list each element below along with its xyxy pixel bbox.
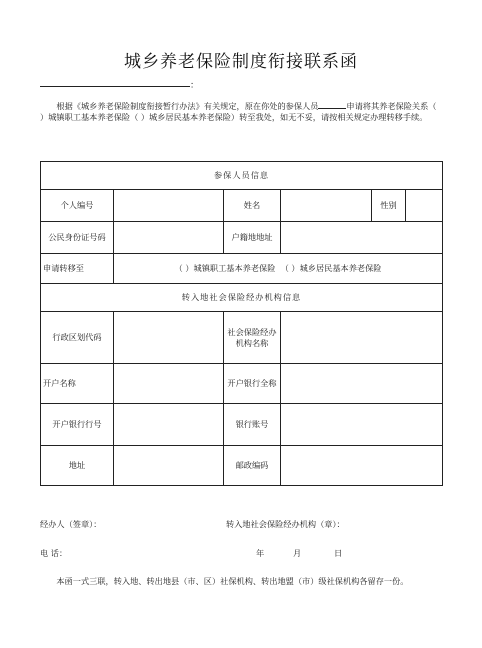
footer-note: 本函一式三联，转入地、转出地县（市、区）社保机构、转出地盟（市）级社保机构各留存一份。 [56,576,409,586]
gender-label: 性别 [372,190,406,222]
intro-text-part1: 根据《城乡养老保险制度衔接暂行办法》有关规定，原在你处的参保人员 [56,101,319,111]
personal-id-field[interactable] [114,190,224,222]
household-address-field[interactable] [281,222,443,254]
phone-label: 电 话： [40,548,68,558]
transfer-option-urban-employee[interactable]: （ ）城镇职工基本养老保险 [174,263,276,273]
bank-account-label: 银行账号 [224,404,281,446]
liaison-form-table [40,161,443,486]
account-name-label: 开户名称 [41,364,114,404]
postal-code-field[interactable] [281,446,443,486]
addressee-blank-line [40,86,190,87]
admin-code-field[interactable] [114,312,224,364]
postal-code-label: 邮政编码 [224,446,281,486]
bank-account-field[interactable] [281,404,443,446]
citizen-id-label: 公民身份证号码 [41,222,114,254]
agency-seal-label: 转入地社会保险经办机构（章）： [226,519,345,529]
account-name-field[interactable] [114,364,224,404]
citizen-id-field[interactable] [114,222,224,254]
name-field[interactable] [281,190,372,222]
person-name-blank [318,100,346,109]
agency-name-label: 社会保险经办机构名称 [224,312,281,364]
section-receiving-agency-title: 转入地社会保险经办机构信息 [41,284,443,312]
bank-code-field[interactable] [114,404,224,446]
transfer-option-urban-rural-resident[interactable]: （ ）城乡居民基本养老保险 [280,263,382,273]
admin-code-label: 行政区划代码 [41,312,114,364]
section-insured-info-title: 参保人员信息 [41,162,443,190]
household-address-label: 户籍地地址 [224,222,281,254]
bank-full-name-label: 开户银行全称 [224,364,281,404]
year-label: 年 [256,548,265,558]
name-label: 姓名 [224,190,281,222]
intro-paragraph [40,100,442,123]
month-label: 月 [293,548,302,558]
intro-text-part2: 申请将其养老保险关系（ ）城镇职工基本养老保险（ ）城乡居民基本养老保险）转至我处，如无不妥，请按相关规定办理转移手续。 [40,101,437,122]
transfer-type-options[interactable] [114,254,443,284]
bank-full-name-field[interactable] [281,364,443,404]
addressee-colon: ： [190,81,200,91]
handler-signature-label: 经办人（签章）： [40,519,102,529]
address-label: 地址 [41,446,114,486]
personal-id-label: 个人编号 [41,190,114,222]
page-title: 城乡养老保险制度衔接联系函 [124,52,358,72]
agency-name-field[interactable] [281,312,443,364]
bank-code-label: 开户银行行号 [41,404,114,446]
transfer-type-label: 申请转移至 [41,254,114,284]
day-label: 日 [334,548,343,558]
gender-field[interactable] [406,190,443,222]
address-field[interactable] [114,446,224,486]
